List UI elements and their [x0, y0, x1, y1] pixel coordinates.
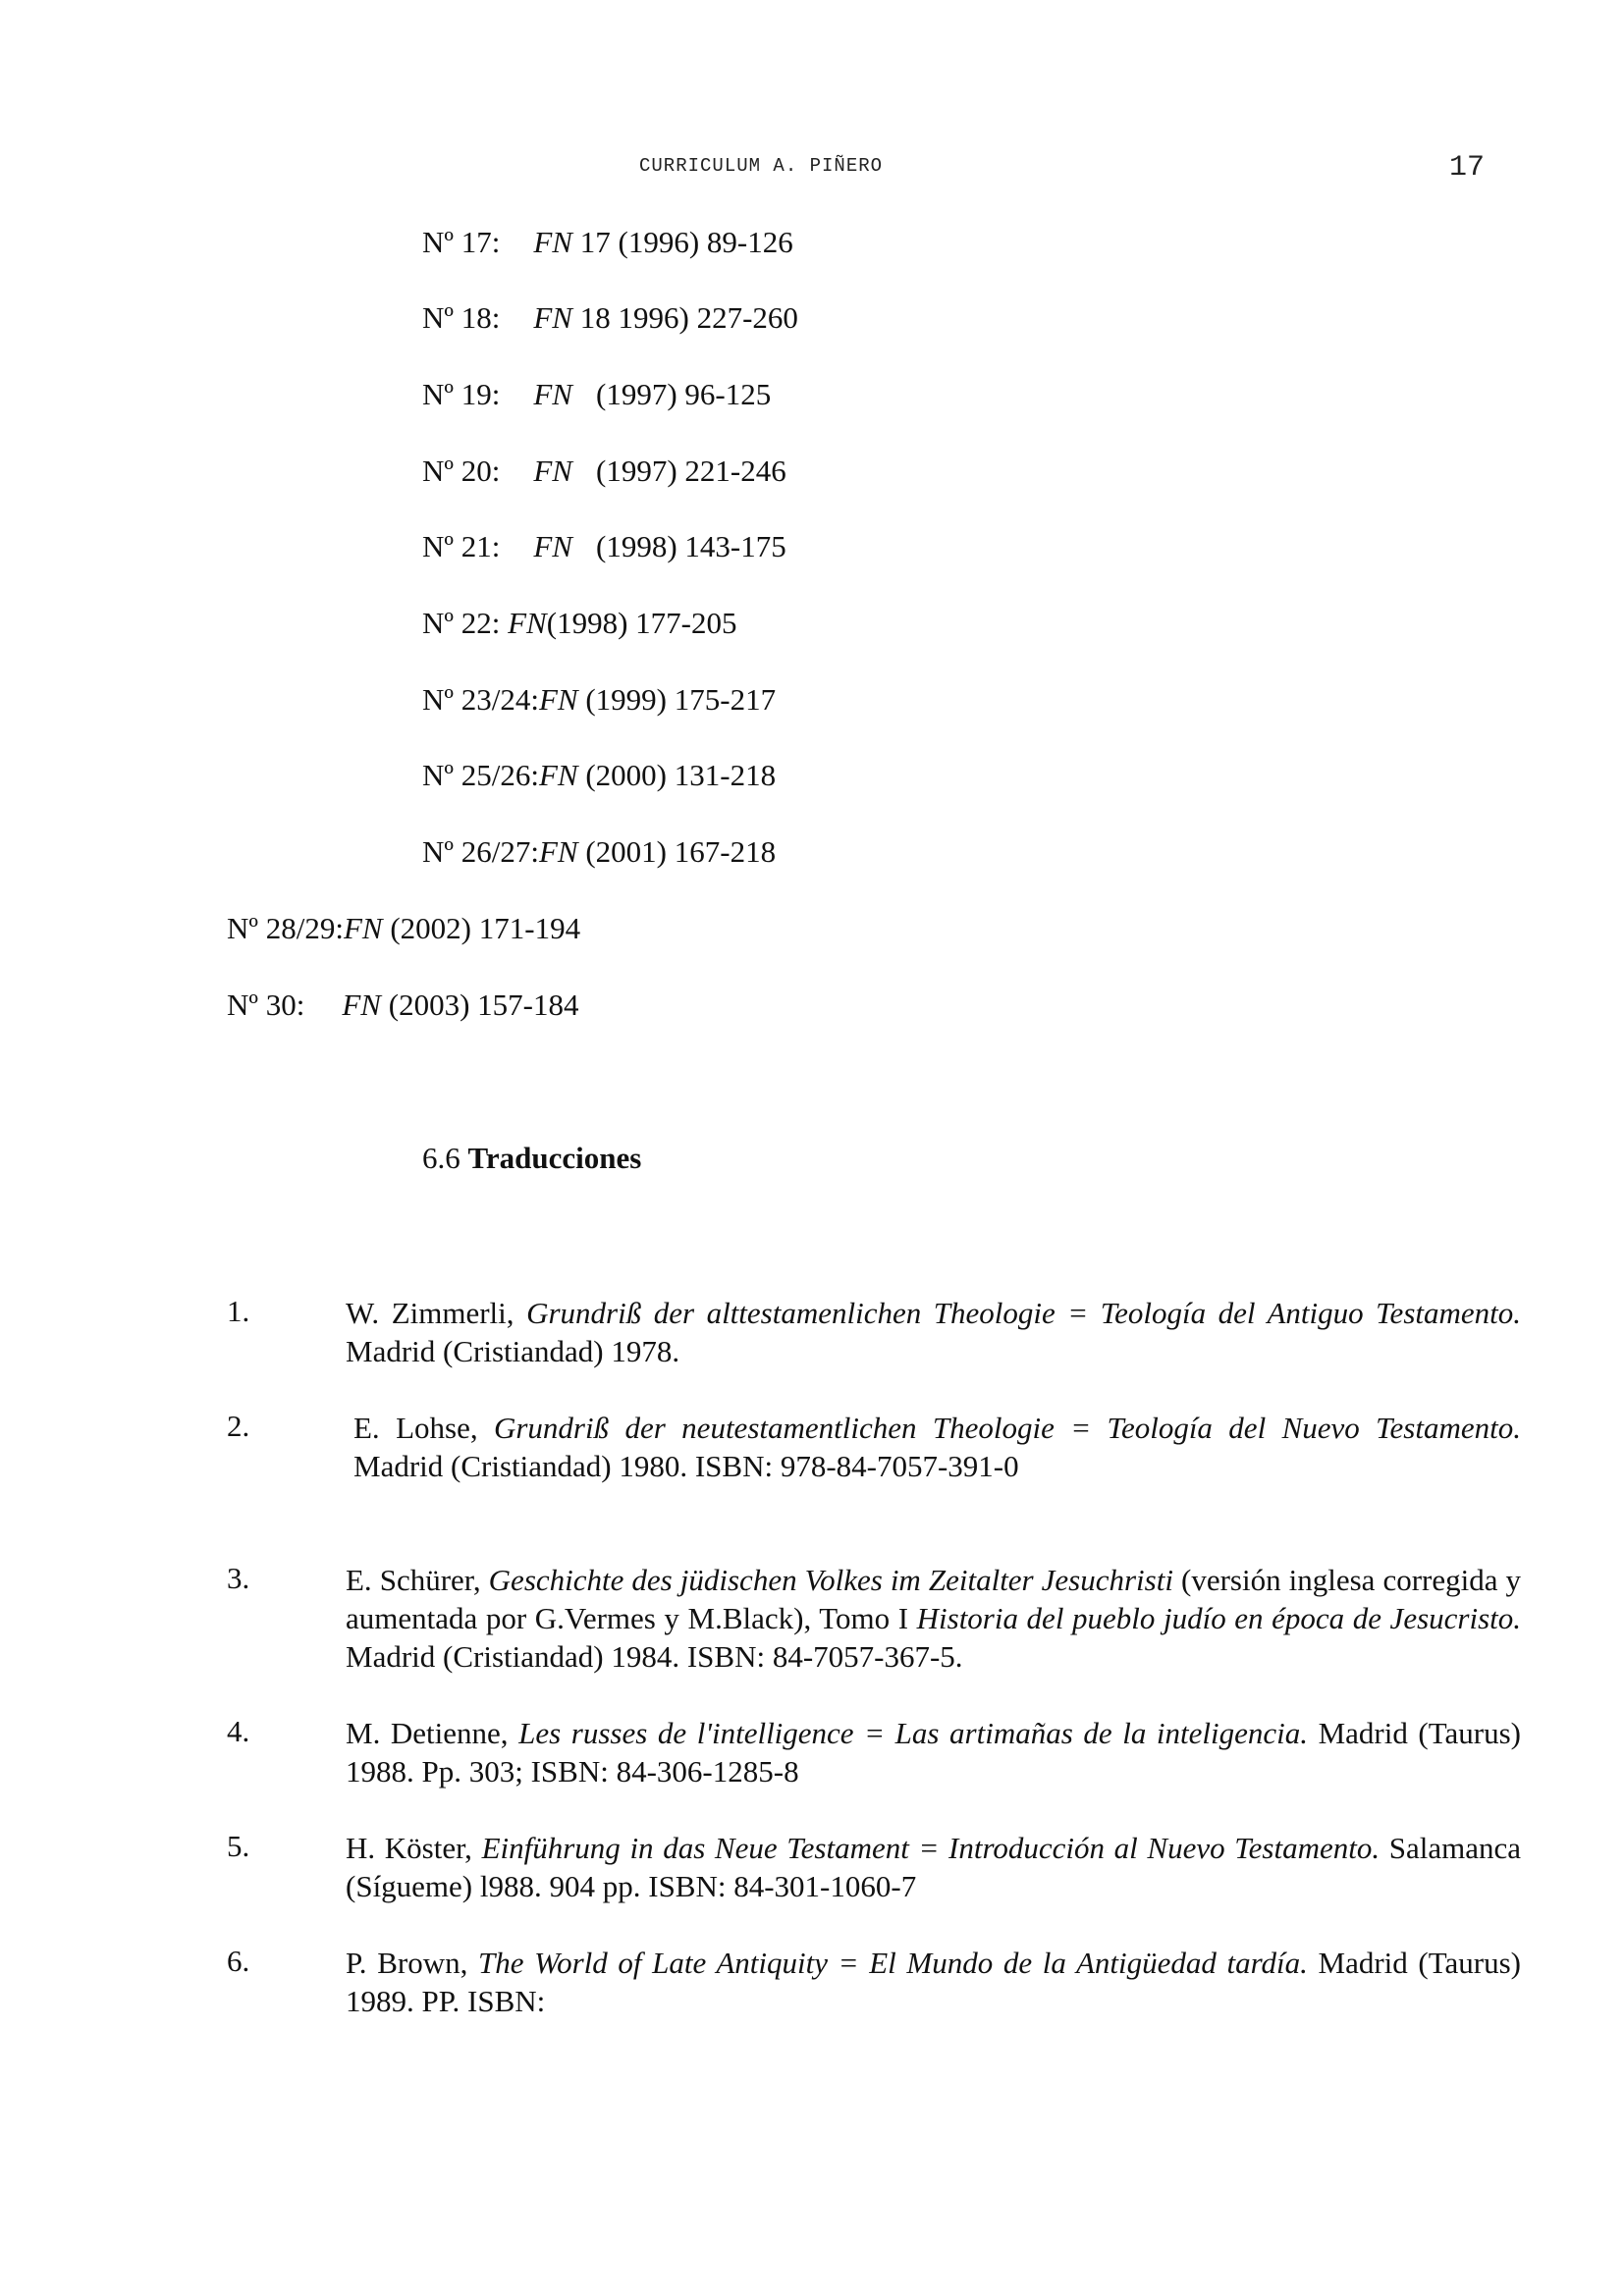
entry-author: W. Zimmerli, — [346, 1296, 514, 1330]
journal-abbrev: FN — [538, 834, 578, 869]
entry-details: Salamanca (Sígueme) l988. 904 pp. ISBN: 84-301-1060-7 — [346, 1831, 1521, 1903]
journal-abbrev: FN — [538, 682, 578, 717]
journal-abbrev: FN — [342, 988, 381, 1022]
entry-middle: (versión inglesa corregida y aumentada por G.Vermes y M.Black), Tomo I — [346, 1563, 1522, 1635]
entry-number: 2. — [227, 1409, 250, 1443]
issue-label: Nº 19: — [422, 377, 501, 411]
journal-abbrev: FN — [508, 606, 547, 640]
issue-details: (1998) 177-205 — [546, 606, 737, 640]
entry-title-secondary: Historia del pueblo judío en época de Jesucristo. — [916, 1601, 1522, 1635]
page-number: 17 — [1449, 151, 1486, 185]
issue-line — [422, 606, 736, 641]
issue-label: Nº 22: — [422, 606, 501, 640]
journal-abbrev: FN — [533, 377, 572, 411]
issue-label: Nº 28/29: — [227, 911, 344, 945]
section-heading — [422, 1141, 641, 1176]
entry-details: Madrid (Taurus) 1989. PP. ISBN: — [346, 1946, 1521, 2018]
entry-title: Einführung in das Neue Testament = Introducción al Nuevo Testamento. — [481, 1831, 1380, 1865]
issue-label: Nº 18: — [422, 300, 501, 335]
journal-abbrev: FN — [533, 454, 572, 488]
entry-author: E. Lohse, — [353, 1411, 478, 1445]
translation-entry — [346, 1714, 1521, 1790]
translation-entry — [346, 1829, 1521, 1905]
entry-details: Madrid (Cristiandad) 1984. ISBN: 84-7057-367-5. — [346, 1639, 963, 1674]
issue-details: (1997) 96-125 — [596, 377, 772, 411]
journal-abbrev: FN — [343, 911, 383, 945]
entry-number: 6. — [227, 1944, 250, 1978]
entry-author: E. Schürer, — [346, 1563, 481, 1597]
issue-details: (1997) 221-246 — [596, 454, 786, 488]
journal-abbrev: FN — [533, 225, 572, 259]
issue-details: (2002) 171-194 — [390, 911, 581, 945]
issue-line — [422, 454, 786, 489]
entry-author: M. Detienne, — [346, 1716, 509, 1750]
issue-details: (2003) 157-184 — [388, 988, 579, 1022]
section-title: Traducciones — [467, 1141, 642, 1175]
issue-label: Nº 17: — [422, 225, 501, 259]
issue-line — [422, 682, 776, 718]
entry-number: 1. — [227, 1294, 250, 1328]
issue-details: 17 (1996) 89-126 — [579, 225, 793, 259]
issue-line — [422, 529, 786, 564]
entry-number: 4. — [227, 1714, 250, 1748]
entry-title: Grundriß der neutestamentlichen Theologie = Teología del Nuevo Testamento. — [493, 1411, 1521, 1445]
journal-abbrev: FN — [533, 300, 572, 335]
issue-line — [422, 758, 776, 793]
entry-author: P. Brown, — [346, 1946, 468, 1980]
issue-label: Nº 30: — [227, 988, 305, 1022]
issue-line — [227, 988, 578, 1023]
issue-line — [422, 225, 793, 260]
entry-details: Madrid (Cristiandad) 1980. ISBN: 978-84-7057-391-0 — [353, 1449, 1019, 1483]
translation-entry — [346, 1294, 1521, 1370]
entry-author: H. Köster, — [346, 1831, 472, 1865]
issue-details: (1999) 175-217 — [585, 682, 777, 717]
entry-title: Geschichte des jüdischen Volkes im Zeitalter Jesuchristi — [488, 1563, 1173, 1597]
issue-label: Nº 26/27: — [422, 834, 539, 869]
issue-label: Nº 25/26: — [422, 758, 539, 792]
issue-line — [422, 300, 798, 336]
issue-label: Nº 20: — [422, 454, 501, 488]
running-head: CURRICULUM A. PIÑERO — [639, 155, 884, 177]
entry-title: Grundriß der alttestamenlichen Theologie = Teología del Antiguo Testamento. — [526, 1296, 1522, 1330]
entry-details: Madrid (Taurus) 1988. Pp. 303; ISBN: 84-306-1285-8 — [346, 1716, 1522, 1789]
issue-details: (2000) 131-218 — [585, 758, 777, 792]
issue-line — [422, 834, 776, 870]
issue-details: (1998) 143-175 — [596, 529, 786, 563]
issue-details: (2001) 167-218 — [585, 834, 777, 869]
issue-details: 18 1996) 227-260 — [579, 300, 798, 335]
issue-label: Nº 21: — [422, 529, 501, 563]
issue-label: Nº 23/24: — [422, 682, 539, 717]
entry-number: 3. — [227, 1561, 250, 1595]
journal-abbrev: FN — [533, 529, 572, 563]
entry-details: Madrid (Cristiandad) 1978. — [346, 1334, 680, 1368]
entry-title: The World of Late Antiquity = El Mundo de la Antigüedad tardía. — [477, 1946, 1308, 1980]
translation-entry — [353, 1409, 1521, 1485]
translation-entry — [346, 1944, 1521, 2020]
entry-title: Les russes de l'intelligence = Las artimañas de la inteligencia. — [518, 1716, 1308, 1750]
issue-line — [422, 377, 771, 412]
issue-line — [227, 911, 580, 946]
journal-abbrev: FN — [538, 758, 578, 792]
section-number: 6.6 — [422, 1141, 460, 1175]
translation-entry — [346, 1561, 1521, 1676]
entry-number: 5. — [227, 1829, 250, 1863]
